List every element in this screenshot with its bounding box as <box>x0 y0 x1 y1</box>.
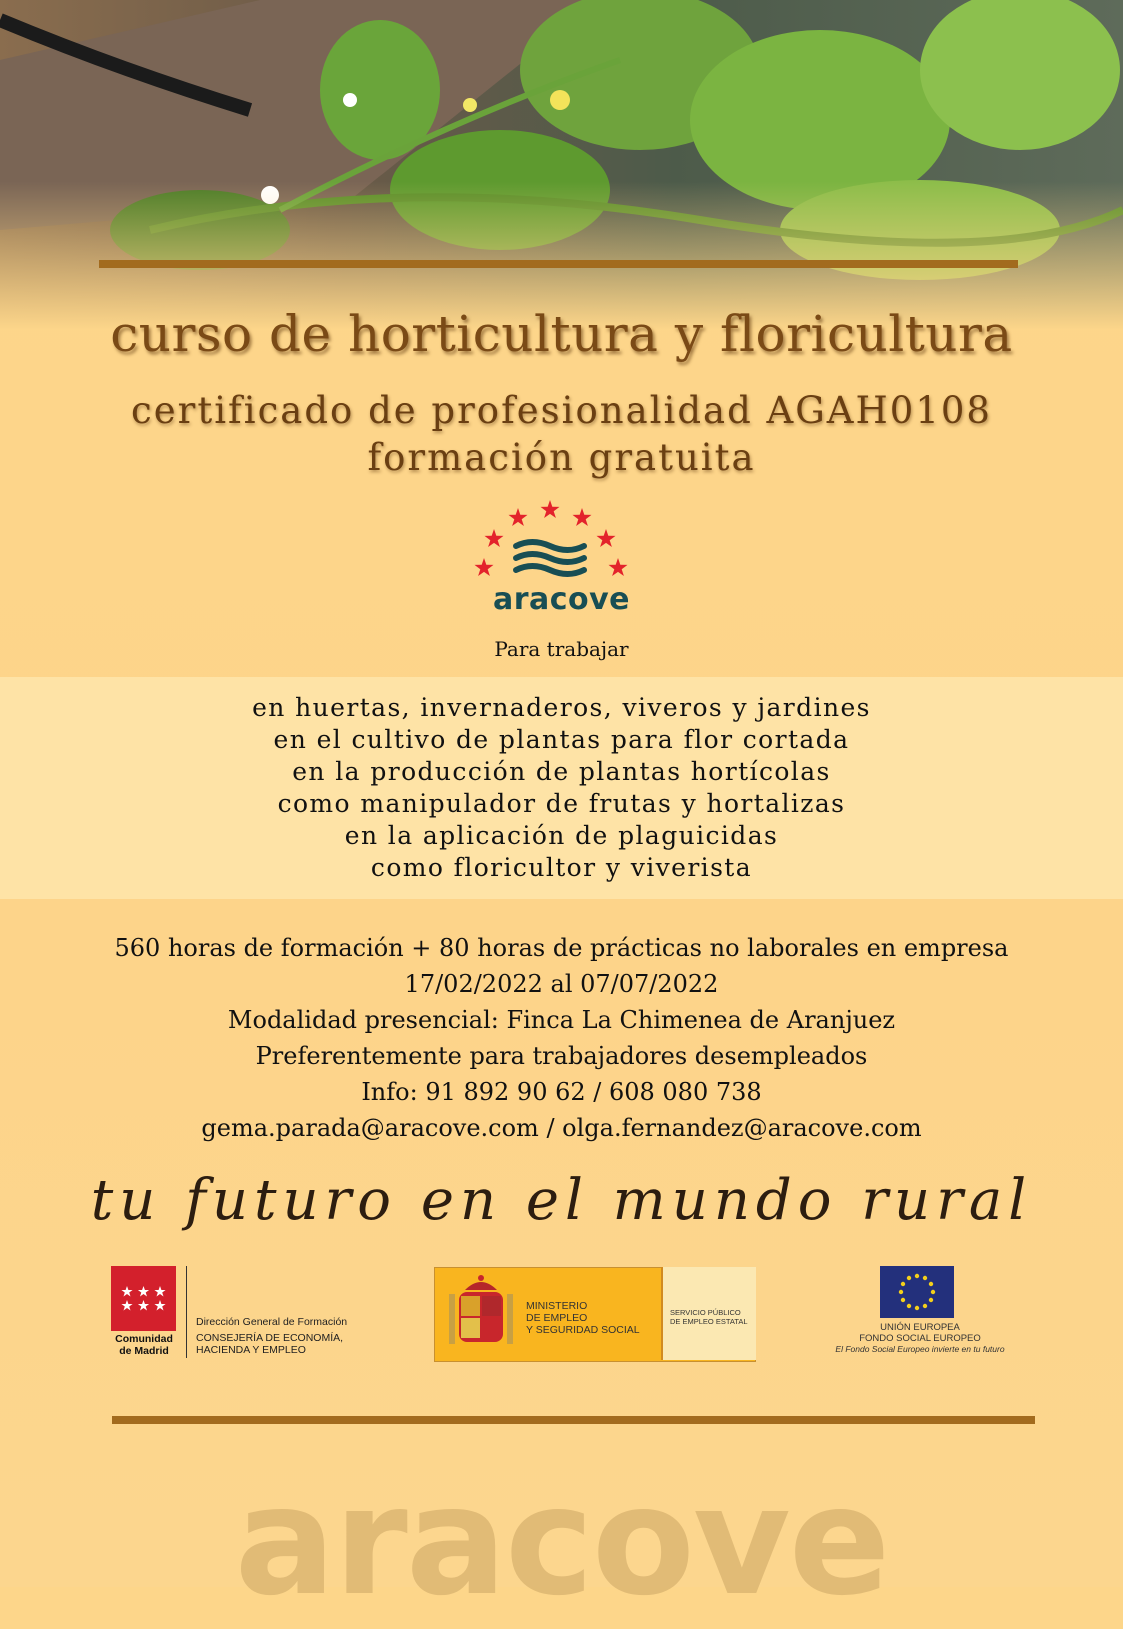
email-info: gema.parada@aracove.com / olga.fernandez@aracove.com <box>201 1114 922 1142</box>
sepe-name: SERVICIO PÚBLICO DE EMPLEO ESTATAL <box>670 1308 748 1326</box>
ministerio-name: MINISTERIO DE EMPLEO Y SEGURIDAD SOCIAL <box>526 1300 640 1336</box>
work-areas-list <box>0 692 1123 884</box>
free-training-subtitle: formación gratuita <box>367 436 756 479</box>
list-item: en la aplicación de plaguicidas <box>344 821 779 850</box>
course-details <box>0 930 1123 1146</box>
course-title: curso de horticultura y floricultura <box>110 305 1013 363</box>
hours-text: 560 horas de formación + 80 horas de prácticas no laborales en empresa <box>114 934 1009 962</box>
list-item: como floricultor y viverista <box>370 853 753 882</box>
eu-flag-icon <box>880 1266 954 1318</box>
eu-fund-text: UNIÓN EUROPEA FONDO SOCIAL EUROPEO El Fondo Social Europeo invierte en tu futuro <box>835 1322 1005 1354</box>
wave-icon <box>516 542 584 574</box>
sponsor-divider <box>186 1266 187 1358</box>
dates-text: 17/02/2022 al 07/07/2022 <box>404 970 719 998</box>
bottom-divider <box>112 1416 1035 1424</box>
list-item: como manipulador de frutas y hortalizas <box>277 789 846 818</box>
star-ring-icon <box>475 500 628 576</box>
comunidad-madrid-name: Comunidad de Madrid <box>115 1333 173 1357</box>
hero-plant-photo <box>0 0 1123 330</box>
list-item: en huertas, invernaderos, viveros y jardines <box>252 693 871 722</box>
list-item: en el cultivo de plantas para flor cortada <box>273 725 850 754</box>
top-divider <box>99 260 1018 268</box>
intro-text: Para trabajar <box>494 637 629 661</box>
phone-info: Info: 91 892 90 62 / 608 080 738 <box>361 1078 762 1106</box>
aracove-wordmark: aracove <box>492 582 631 617</box>
modality-text: Modalidad presencial: Finca La Chimenea de Aranjuez <box>227 1006 896 1034</box>
comunidad-madrid-flag-icon <box>111 1266 176 1331</box>
watermark-text: aracove <box>234 1455 889 1629</box>
certificate-subtitle: certificado de profesionalidad AGAH0108 <box>131 389 992 432</box>
audience-text: Preferentemente para trabajadores desempleados <box>255 1042 868 1070</box>
coat-of-arms-icon <box>441 1270 521 1360</box>
list-item: en la producción de plantas hortícolas <box>292 757 831 786</box>
comunidad-madrid-department: Dirección General de Formación CONSEJERÍA DE ECONOMÍA, HACIENDA Y EMPLEO <box>196 1316 348 1356</box>
slogan: tu futuro en el mundo rural <box>90 1168 1033 1233</box>
